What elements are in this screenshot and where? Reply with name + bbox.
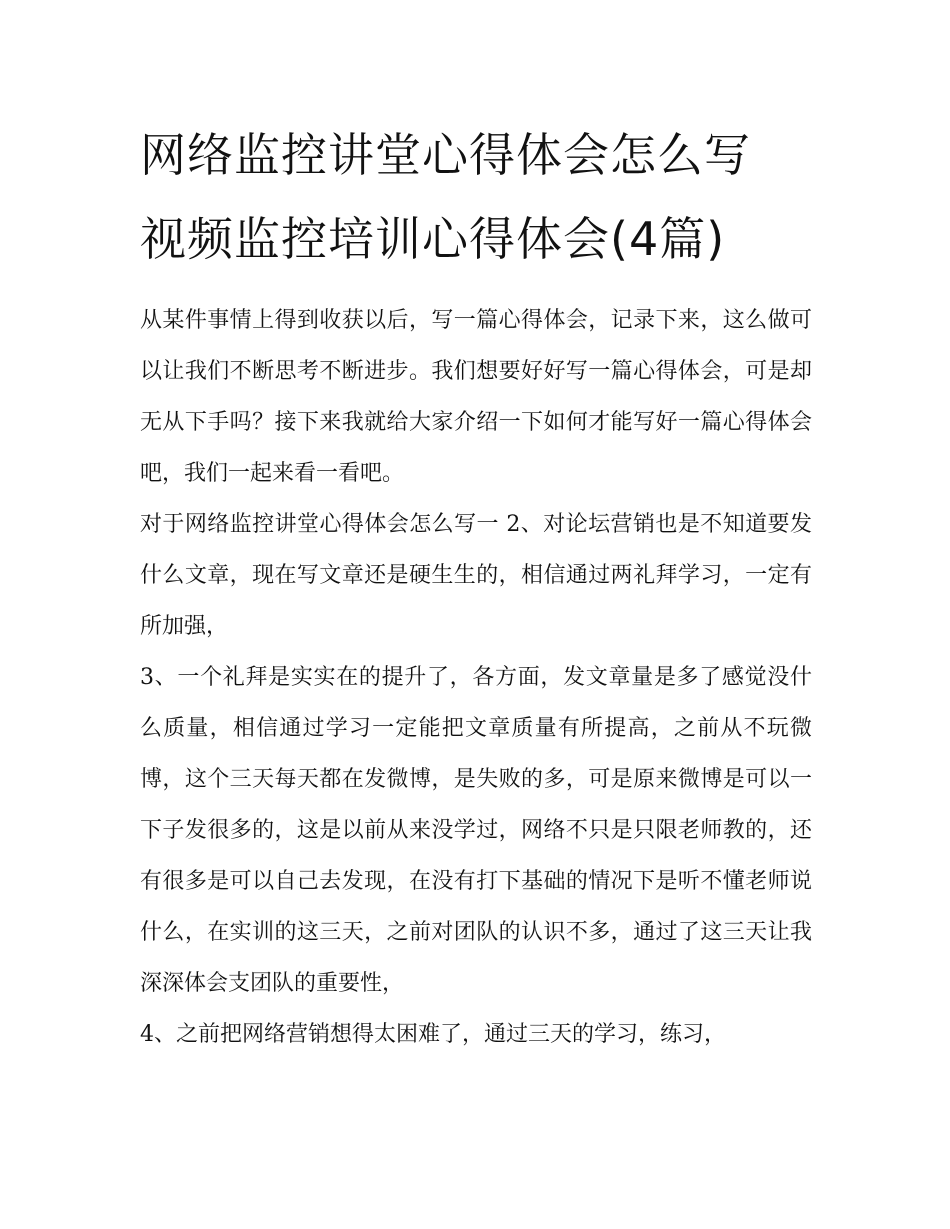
body-paragraph-item-4: 4、之前把网络营销想得太困难了，通过三天的学习，练习，	[140, 1022, 726, 1047]
body-paragraph-item-2: 对于网络监控讲堂心得体会怎么写一 2、对论坛营销也是不知道要发什么文章，现在写文章还是硬生生的，相信通过两礼拜学习，一定有所加强，	[140, 512, 812, 639]
document-title: 网络监控讲堂心得体会怎么写 视频监控培训心得体会(4篇)	[140, 128, 751, 266]
body-paragraph-intro: 从某件事情上得到收获以后，写一篇心得体会，记录下来，这么做可以让我们不断思考不断进步。我们想要好好写一篇心得体会，可是却无从下手吗？接下来我就给大家介绍一下如何才能写好一篇心得体会吧，我们一起来看一看吧。	[140, 308, 812, 486]
document-page	[140, 113, 812, 1060]
body-paragraph-item-3: 3、一个礼拜是实实在的提升了，各方面，发文章量是多了感觉没什么质量，相信通过学习一定能把文章质量有所提高，之前从不玩微博，这个三天每天都在发微博，是失败的多，可是原来微博是可以一下子发很多的，这是以前从来没学过，网络不只是只限老师教的，还有很多是可以自己去发现，在没有打下基础的情况下是听不懂老师说什么，在实训的这三天，之前对团队的认识不多，通过了这三天让我深深体会支团队的重要性，	[140, 665, 812, 996]
